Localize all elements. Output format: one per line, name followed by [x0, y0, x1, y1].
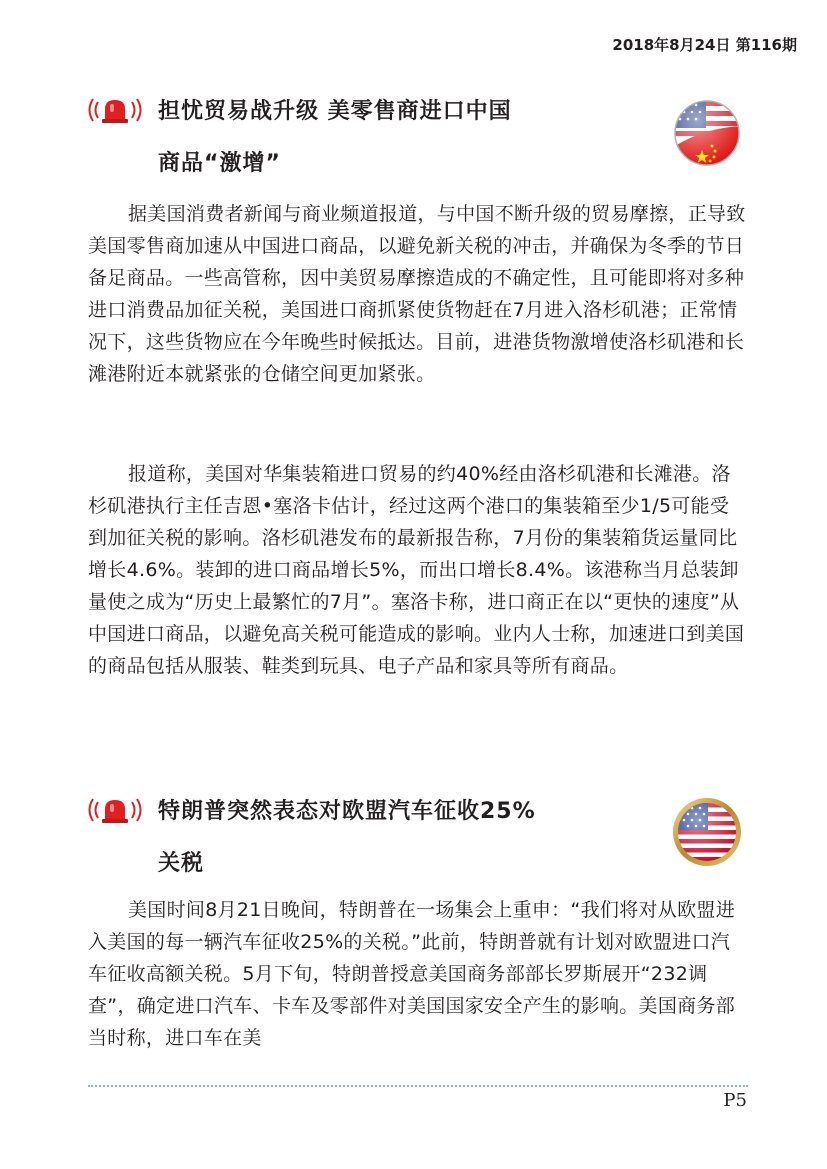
article-2-paragraph-1: 美国时间8月21日晚间，特朗普在一场集会上重申：“我们将对从欧盟进入美国的每一辆汽车征收25%的关税。”此前，特朗普就有计划对欧盟进口汽车征收高额关税。5月下旬，特朗普授意美国商务部部长罗斯展开“232调查”，确定进口汽车、卡车及零部件对美国国家安全产生的影响。美国商务部当时称，进口车在美: [88, 899, 736, 1049]
article-1-title-line-2: 商品“激增”: [158, 151, 281, 176]
article-1-title-line-1: 担忧贸易战升级 美零售商进口中国: [158, 99, 512, 124]
article-2-title-line-1: 特朗普突然表态对欧盟汽车征收25%: [158, 799, 536, 824]
article-1-paragraph-2: 报道称，美国对华集装箱进口贸易的约40%经由洛杉矶港和长滩港。洛杉矶港执行主任吉恩•塞洛卡估计，经过这两个港口的集装箱至少1/5可能受到加征关税的影响。洛杉矶港发布的最新报告称，7月份的集装箱货运量同比增长4.6%。装卸的进口商品增长5%，而出口增长8.4%。该港称当月总装卸量使之成为“历史上最繁忙的7月”。塞洛卡称，进口商正在以“更快的速度”从中国进口商品，以避免高关税可能造成的影响。业内人士称，加速进口到美国的商品包括从服装、鞋类到玩具、电子产品和家具等所有商品。: [88, 463, 745, 677]
page-number: P5: [723, 1090, 747, 1111]
us-china-flag-icon: [672, 98, 742, 168]
alarm-icon: [86, 796, 144, 826]
date-issue-header: 2018年8月24日 第116期: [612, 36, 797, 54]
article-1-paragraph-1: 据美国消费者新闻与商业频道报道，与中国不断升级的贸易摩擦，正导致美国零售商加速从中国进口商品，以避免新关税的冲击，并确保为冬季的节日备足商品。一些高管称，因中美贸易摩擦造成的不确定性，且可能即将对多种进口消费品加征关税，美国进口商抓紧使货物赶在7月进入洛杉矶港；正常情况下，这些货物应在今年晚些时候抵达。目前，进港货物激增使洛杉矶港和长滩港附近本就紧张的仓储空间更加紧张。: [88, 203, 746, 385]
footer-divider: [88, 1085, 748, 1087]
alarm-icon: [86, 96, 144, 126]
article-2-title-line-2: 关税: [158, 851, 205, 876]
us-flag-icon: [672, 797, 742, 867]
